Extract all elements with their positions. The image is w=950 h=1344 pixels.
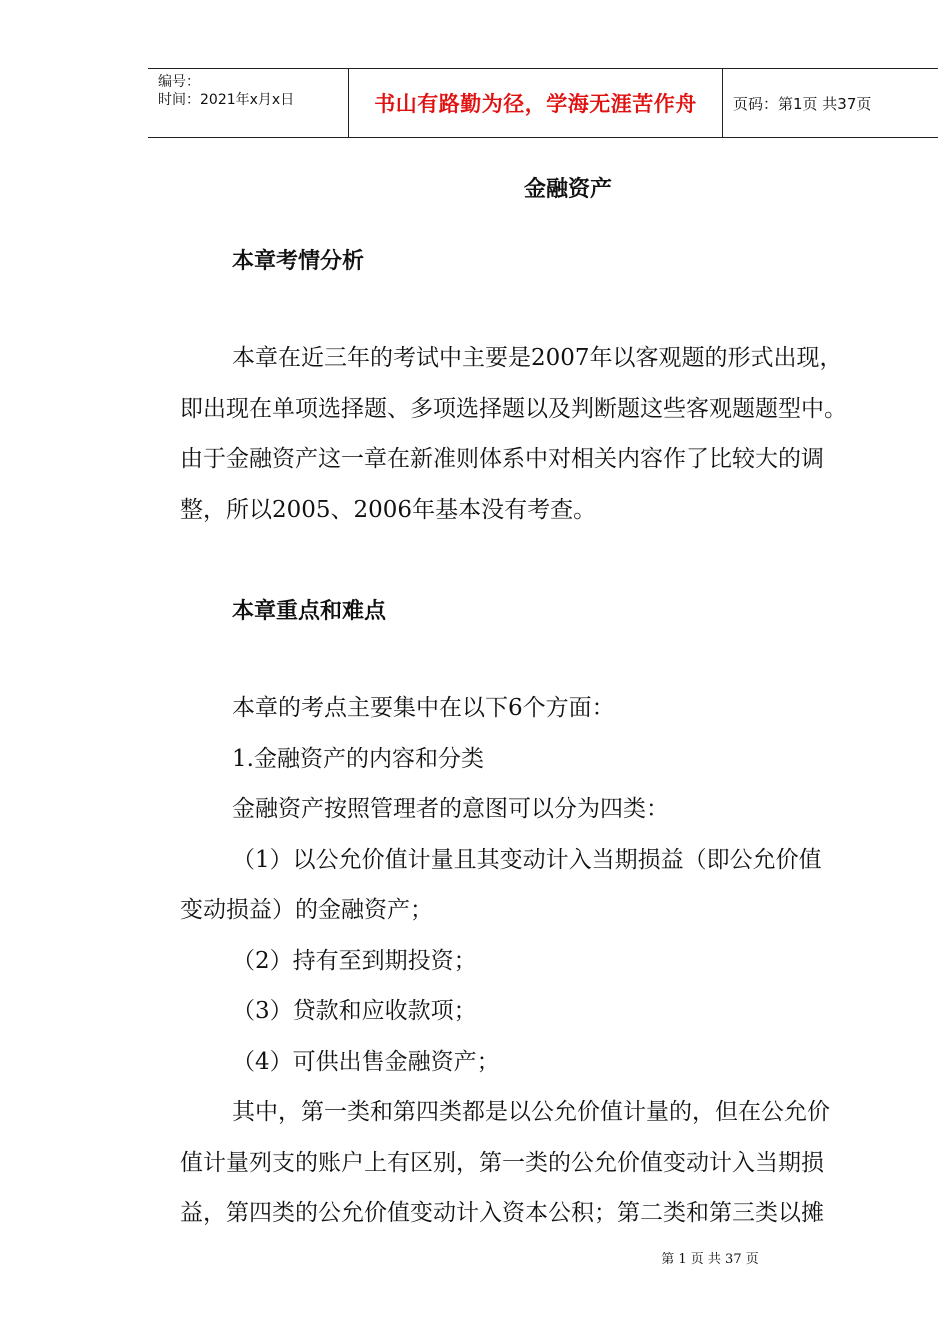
paragraph-line: 益，第四类的公允价值变动计入资本公积；第二类和第三类以摊	[180, 1200, 824, 1226]
page-header-table	[148, 68, 938, 138]
paragraph-line: 本章在近三年的考试中主要是2007年以客观题的形式出现，	[232, 345, 843, 371]
document-title: 金融资产	[523, 177, 612, 202]
list-item: （4）可供出售金融资产；	[232, 1048, 500, 1075]
list-item: （3）贷款和应收款项；	[232, 998, 477, 1024]
paragraph-line: 其中，第一类和第四类都是以公允价值计量的，但在公允价	[232, 1099, 830, 1125]
paragraph-line: 由于金融资产这一章在新准则体系中对相关内容作了比较大的调	[180, 446, 824, 472]
section2-paragraph	[180, 683, 910, 1239]
motto-text: 书山有路勤为径，学海无涯苦作舟	[374, 92, 697, 116]
list-item: （1）以公允价值计量且其变动计入当期损益（即公允价值	[232, 846, 822, 873]
section2-heading: 本章重点和难点	[232, 599, 387, 624]
section1-heading: 本章考情分析	[232, 249, 365, 274]
paragraph-line: 即出现在单项选择题、多项选择题以及判断题这些客观题题型中。	[180, 395, 847, 422]
header-motto-cell	[349, 69, 723, 137]
list-item: （2）持有至到期投资；	[232, 947, 477, 974]
paragraph-line: 1.金融资产的内容和分类	[232, 745, 484, 772]
paragraph-line: 值计量列支的账户上有区别，第一类的公允价值变动计入当期损	[180, 1149, 824, 1176]
page-footer: 第 1 页 共 37 页	[661, 1252, 759, 1267]
paragraph-line: 金融资产按照管理者的意图可以分为四类：	[232, 796, 669, 822]
list-item-continuation: 变动损益）的金融资产；	[180, 897, 433, 923]
paragraph-line: 本章的考点主要集中在以下6个方面：	[232, 695, 615, 721]
page-info: 页码：第1页 共37页	[733, 94, 872, 113]
serial-number-label: 编号：	[158, 74, 200, 90]
header-meta-cell	[148, 69, 349, 137]
section1-paragraph	[180, 333, 910, 535]
paragraph-line: 整，所以2005、2006年基本没有考查。	[180, 496, 597, 523]
time-label: 时间：2021年x月x日	[158, 92, 295, 108]
header-page-cell	[723, 69, 948, 137]
